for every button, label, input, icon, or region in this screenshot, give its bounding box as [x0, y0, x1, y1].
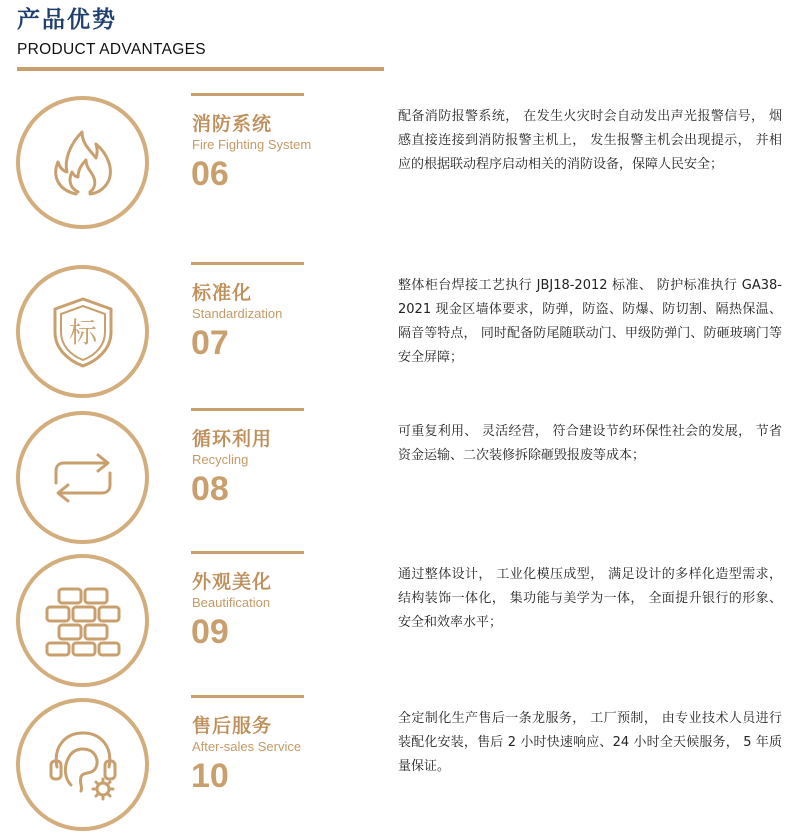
icon-circle [16, 554, 149, 687]
item-divider [191, 93, 304, 96]
item-title-cn: 循环利用 [192, 428, 273, 450]
item-title-en: Standardization [192, 306, 283, 321]
item-title-cn: 售后服务 [192, 715, 273, 737]
item-number: 09 [191, 613, 229, 651]
icon-circle [16, 265, 149, 398]
item-description: 可重复利用、 灵活经营， 符合建设节约环保性社会的发展， 节省资金运输、二次装修拆除砸毁报废等成本； [398, 424, 782, 463]
page-title: 产品优势 [17, 7, 117, 33]
item-number: 08 [191, 470, 229, 508]
advantage-item-beautification [0, 551, 800, 691]
advantage-item-recycling [0, 408, 800, 548]
advantage-item-standardization [0, 262, 800, 402]
item-number: 07 [191, 324, 229, 362]
page-header [17, 6, 206, 59]
item-title-en: Beautification [192, 595, 271, 610]
item-description: 整体柜台焊接工艺执行 JBJ18-2012 标准、 防护标准执行 GA38-2021 现金区墙体要求，防弹，防盗、防爆、防切割、隔热保温、隔音等特点， 同时配备防尾随联动门、甲级防弹门、防砸玻璃门等安全屏障； [398, 278, 782, 365]
item-description: 配备消防报警系统， 在发生火灾时会自动发出声光报警信号， 烟感直接连接到消防报警主机上， 发生报警主机会出现提示， 并相应的根据联动程序启动相关的消防设备，保障人民安全； [398, 109, 782, 172]
item-divider [191, 551, 304, 554]
brick-wall-icon [43, 585, 123, 657]
headset-service-icon [43, 727, 123, 803]
item-title-en: Recycling [192, 452, 249, 467]
item-divider [191, 695, 304, 698]
item-number: 10 [191, 757, 229, 795]
header-divider [17, 67, 384, 71]
item-title-cn: 标准化 [192, 282, 253, 304]
flame-icon [46, 126, 120, 200]
item-title-cn: 外观美化 [192, 571, 273, 593]
item-description: 通过整体设计， 工业化模压成型， 满足设计的多样化造型需求，结构装饰一体化， 集功能与美学为一体， 全面提升银行的形象、安全和效率水平； [398, 567, 782, 630]
recycle-arrows-icon [46, 441, 120, 515]
advantage-item-after-sales [0, 695, 800, 835]
item-description: 全定制化生产售后一条龙服务， 工厂预制， 由专业技术人员进行装配化安装，售后 2 小时快速响应、24 小时全天候服务， 5 年质量保证。 [398, 711, 782, 774]
item-title-cn: 消防系统 [192, 113, 273, 135]
page-subtitle: PRODUCT ADVANTAGES [17, 41, 206, 58]
item-divider [191, 408, 304, 411]
icon-circle [16, 698, 149, 831]
shield-standard-icon [45, 294, 121, 370]
advantage-item-fire-fighting [0, 93, 800, 233]
item-title-en: Fire Fighting System [192, 137, 312, 152]
shield-label: 标 [68, 315, 97, 349]
icon-circle [16, 96, 149, 229]
item-number: 06 [191, 155, 229, 193]
item-divider [191, 262, 304, 265]
icon-circle [16, 411, 149, 544]
item-title-en: After-sales Service [192, 739, 302, 754]
